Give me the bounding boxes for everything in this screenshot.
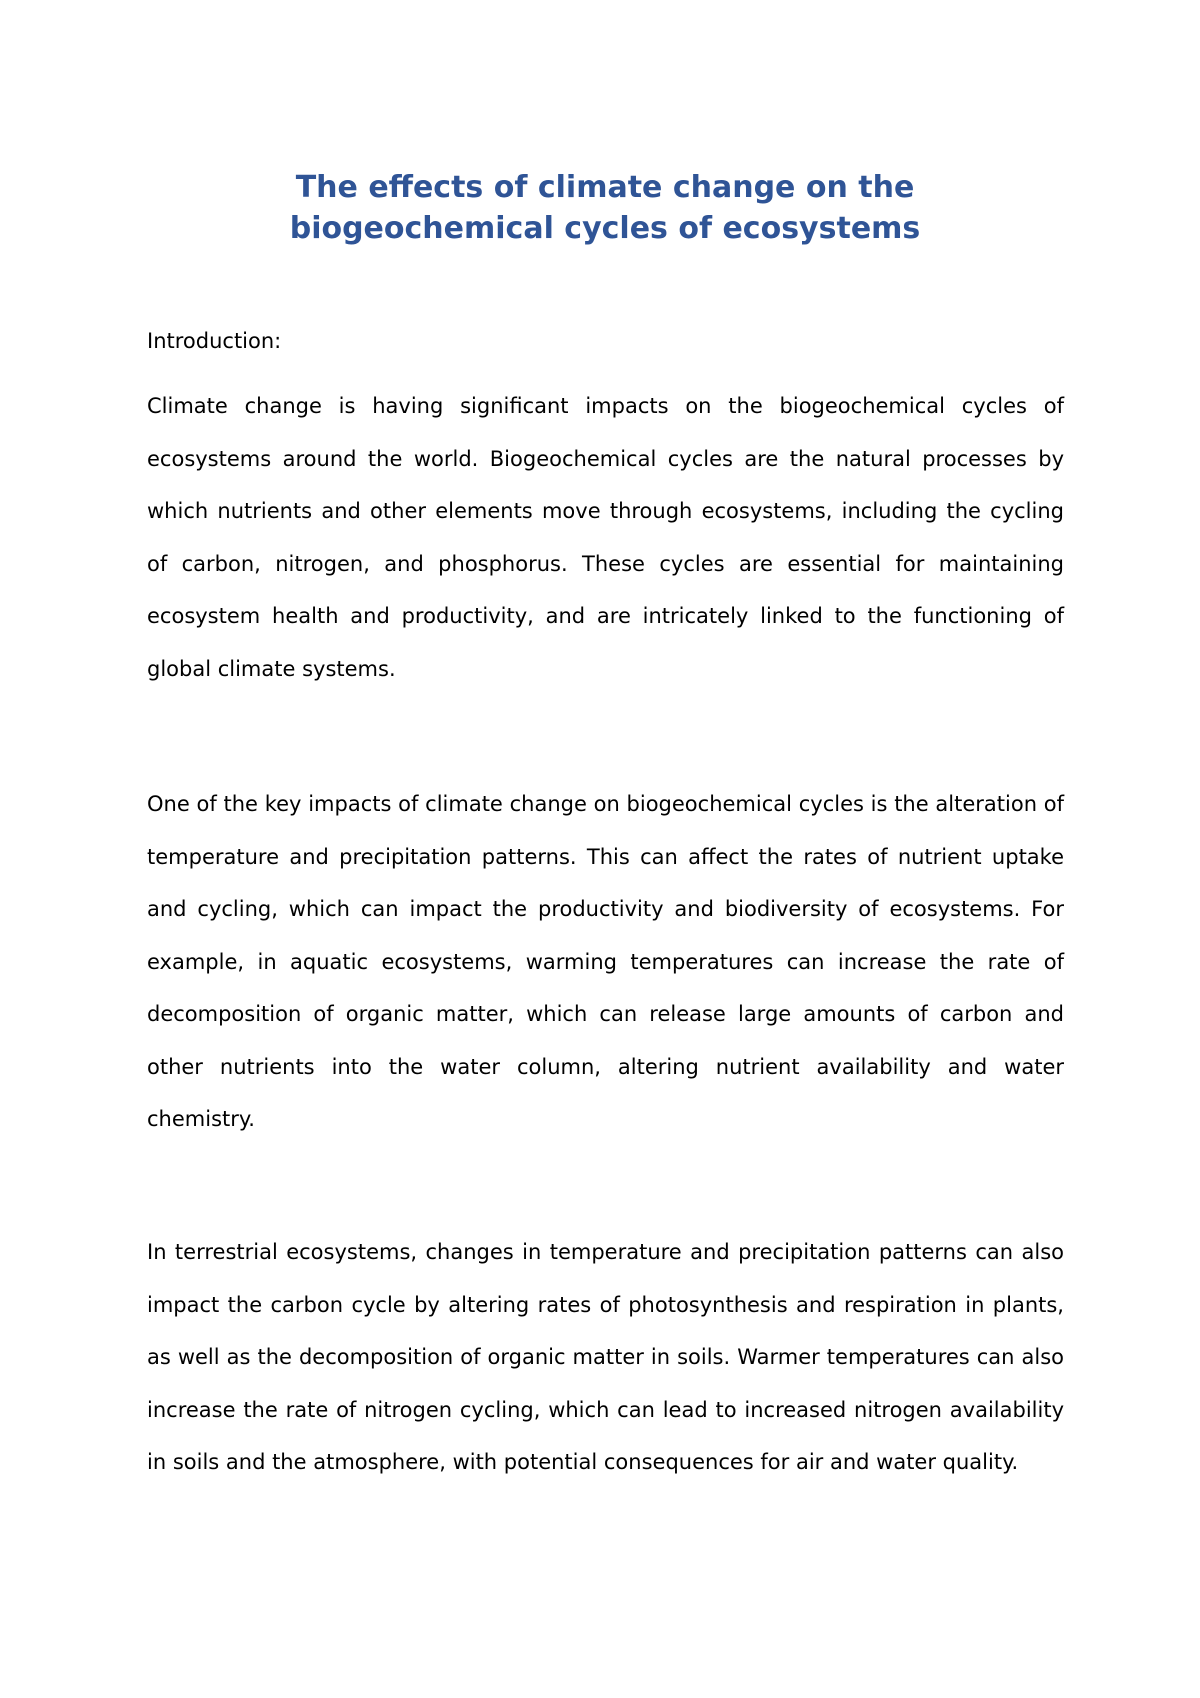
introduction-label: Introduction:	[147, 329, 282, 353]
title-line-2: biogeochemical cycles of ecosystems	[289, 211, 921, 246]
paragraph-terrestrial-ecosystems: In terrestrial ecosystems, changes in temperature and precipitation patterns can also impact the carbon cycle by altering rates of photosynthesis and respiration in plants, as well as the decomposition of organic matter in soils. Warmer temperatures can also increase the rate of nitrogen cycling, which can lead to increased nitrogen availability in soils and the atmosphere, with potential consequences for air and water quality.	[147, 1240, 1064, 1474]
paragraph-temperature-precipitation: One of the key impacts of climate change on biogeochemical cycles is the alteration of temperature and precipitation patterns. This can affect the rates of nutrient uptake and cycling, which can impact the productivity and biodiversity of ecosystems. For example, in aquatic ecosystems, warming temperatures can increase the rate of decomposition of organic matter, which can release large amounts of carbon and other nutrients into the water column, altering nutrient availability and water chemistry.	[147, 792, 1064, 1131]
document-title	[140, 167, 1070, 249]
title-line-1: The effects of climate change on the	[295, 170, 915, 205]
paragraph-introduction: Climate change is having significant impacts on the biogeochemical cycles of ecosystems around the world. Biogeochemical cycles are the natural processes by which nutrients and other elements move through ecosystems, including the cycling of carbon, nitrogen, and phosphorus. These cycles are essential for maintaining ecosystem health and productivity, and are intricately linked to the functioning of global climate systems.	[147, 394, 1064, 681]
